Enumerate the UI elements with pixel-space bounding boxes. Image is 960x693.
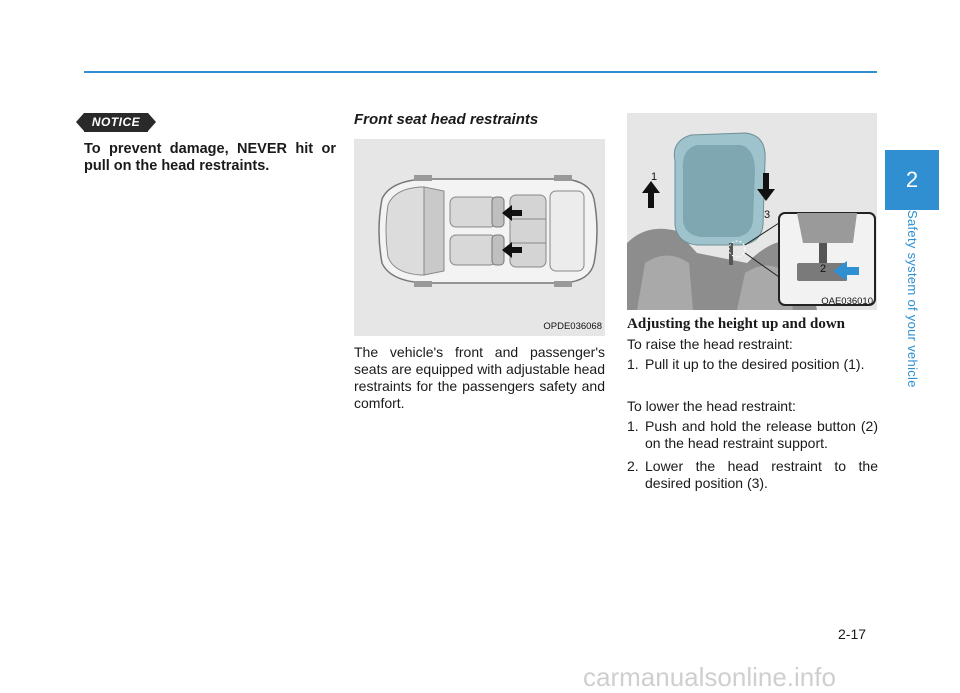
lower-intro: To lower the head restraint: [627,398,796,414]
page-number: 2-17 [838,626,867,642]
step-number: 1. [627,418,639,434]
section-heading: Front seat head restraints [354,111,539,128]
list-item [627,418,878,452]
car-top-view-figure [354,139,605,336]
step-text: Pull it up to the desired position (1). [645,356,865,372]
raise-steps [627,356,878,379]
chapter-label: Safety system of your vehicle [905,210,920,388]
notice-text: To prevent damage, NEVER hit or pull on the head restraints. [84,141,336,174]
figure-code-2: OAE036010 [821,296,873,307]
head-restraint-illustration [627,113,877,310]
callout-1: 1 [651,171,658,183]
step-text: Push and hold the release button (2) on the head restraint support. [645,418,878,451]
watermark: carmanualsonline.info [583,662,836,692]
header-rule [84,71,877,73]
notice-badge: NOTICE [84,113,148,132]
raise-intro: To raise the head restraint: [627,336,793,352]
chapter-tab: 2 [885,150,939,210]
adjusting-heading: Adjusting the height up and down [627,316,845,332]
step-text: Lower the head restraint to the desired position (3). [645,458,878,491]
step-number: 1. [627,356,639,372]
lower-steps [627,418,878,498]
callout-3: 3 [764,209,771,221]
section-body: The vehicle's front and passenger's seats are equipped with adjustable head restraints for the passengers safety and comfort. [354,344,605,411]
callout-2: 2 [820,263,827,275]
list-item [627,356,878,373]
car-top-view-illustration [354,139,605,336]
figure-code-1: OPDE036068 [543,321,602,332]
head-restraint-figure [627,113,877,310]
list-item [627,458,878,492]
step-number: 2. [627,458,639,474]
